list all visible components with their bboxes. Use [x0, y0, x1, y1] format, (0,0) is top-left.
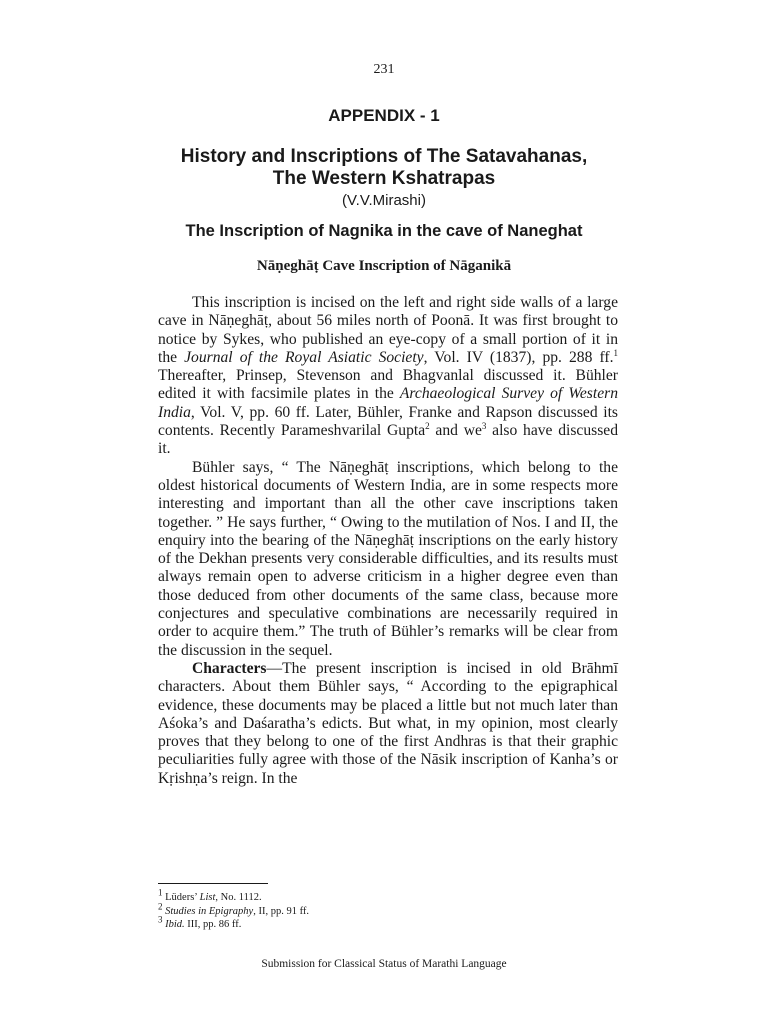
p1-text-a: This inscription is incised on the left and right side walls of a large cave in Nāṇeghāṭ, about 56 miles north of Poonā. It was first brought to notice by Sykes, who published an eye-copy of a small portion of it in the	[158, 294, 618, 366]
paragraph-3	[158, 660, 618, 788]
paragraph-1	[158, 294, 618, 459]
page-footer: Submission for Classical Status of Marathi Language	[261, 958, 507, 970]
p1-text-c: Thereafter, Prinsep, Stevenson and Bhagvanlal discussed it. Bühler edited it with facsimile plates in the	[158, 367, 618, 403]
footnote-3: $^3$ Ibid. III, pp. 86 ff.	[158, 914, 242, 930]
body-text	[158, 294, 618, 788]
footnote-2: $^2$ Studies in Epigraphy, II, pp. 91 ff.	[158, 901, 309, 917]
page-number: 231	[373, 62, 395, 77]
footnote-ref-3: 3	[481, 420, 487, 431]
p1-text-f: also have discussed it.	[158, 422, 619, 458]
document-title	[0, 146, 768, 190]
footnote-ref-2: 2	[425, 420, 430, 431]
appendix-heading: APPENDIX - 1	[328, 106, 440, 125]
p1-text-e: and we	[429, 422, 482, 440]
author: (V.V.Mirashi)	[342, 192, 426, 209]
subtitle: The Inscription of Nagnika in the cave of Naneghat	[185, 222, 583, 240]
footnote-divider	[158, 883, 268, 884]
paragraph-2: Bühler says, “ The Nāṇeghāṭ inscriptions, which belong to the oldest historical documents of Western India, are in some respects more interesting and important than all the other cave inscriptions taken together. ” He says further, “ Owing to the mutilation of Nos. I and II, the enquiry into the bearing of the Nāṇeghāṭ inscriptions on the early history of the Dekhan presents very considerable difficulties, and its results must always remain open to adverse criticism in a higher degree even than those deduced from other documents of the same class, because more conjectures and speculative combinations are necessarily required in order to acquire them.” The truth of Bühler’s remarks will be clear from the discussion in the sequel.	[158, 458, 618, 659]
footnote-ref-1: 1	[613, 347, 618, 358]
journal-title: Journal of the Royal Asiatic Society	[184, 348, 424, 366]
characters-heading: Characters	[192, 659, 267, 677]
survey-title: Archaeological Survey of Western India	[158, 385, 618, 421]
title-line-2: The Western Kshatrapas	[272, 168, 496, 189]
title-line-1: History and Inscriptions of The Satavahanas,	[180, 146, 588, 167]
footnotes	[158, 887, 618, 932]
p3-text: —The present inscription is incised in old Brāhmī characters. About them Bühler says, “ According to the epigraphical evidence, these documents may be placed a little but not much later than Aśoka’s and Daśaratha’s edicts. But what, in my opinion, most clearly proves that they belong to one of the first Andhras is that their graphic peculiarities fully agree with those of the Nāsik inscription of Kanha’s or Kṛishṇa’s reign. In the	[158, 659, 618, 787]
p1-text-d: , Vol. V, pp. 60 ff. Later, Bühler, Franke and Rapson discussed its contents. Recently Parameshvarilal Gupta	[158, 403, 618, 440]
footnote-1: $^1$ Lüders’ List, No. 1112.	[158, 887, 262, 903]
inscription-heading: Nāṇeghāṭ Cave Inscription of Nāganikā	[256, 258, 512, 274]
p1-text-b: , Vol. IV (1837), pp. 288 ff.	[423, 348, 614, 366]
